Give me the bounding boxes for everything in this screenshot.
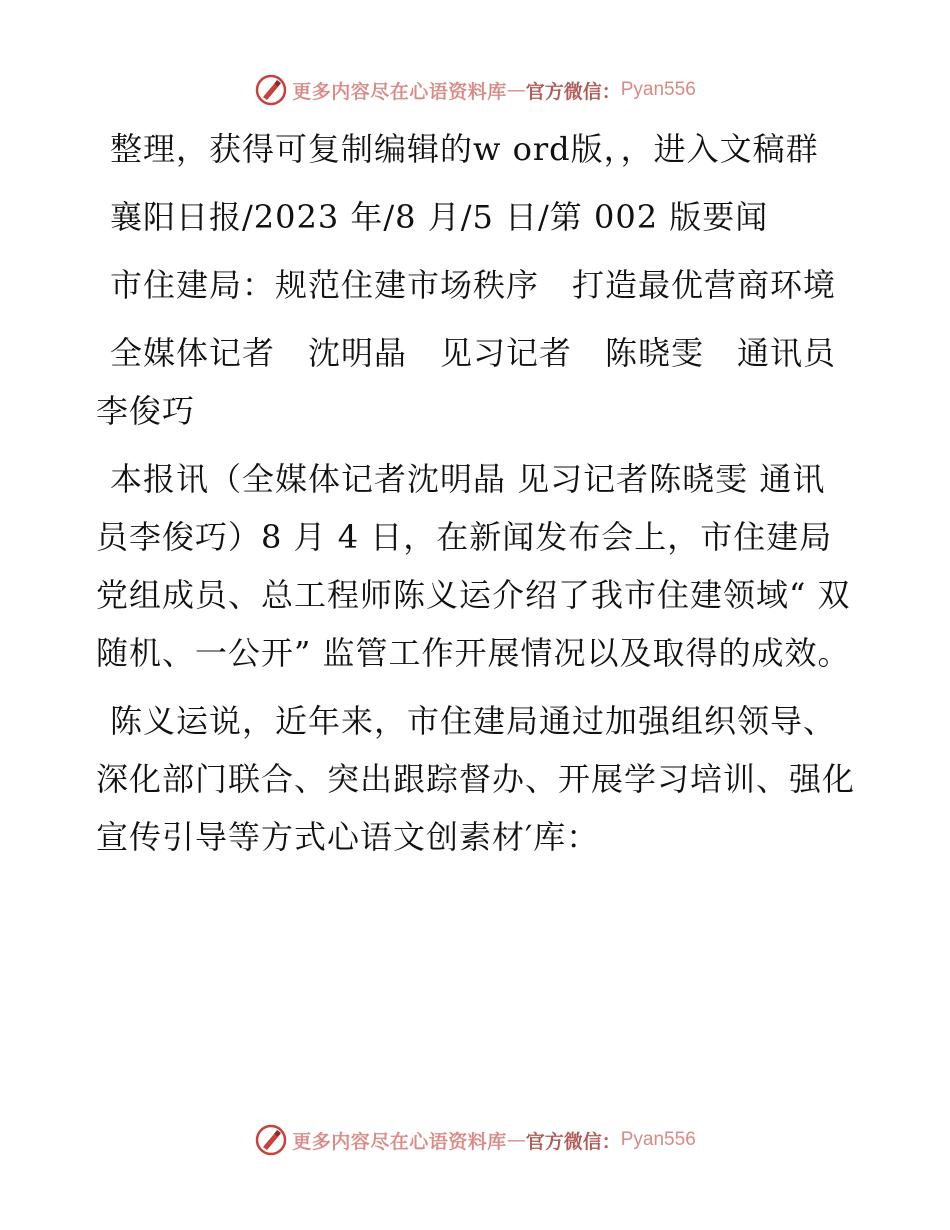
header-dash: — xyxy=(506,79,526,101)
intro-paragraph: 整理，获得可复制编辑的w ord版，，进入文稿群 xyxy=(110,130,819,168)
body-paragraph: 陈义运说，近年来，市住建局通过加强组织领导、深化部门联合、突出跟踪督办、开展学习培训、强化宣传引导等方式心语文创素材′库： xyxy=(96,702,856,856)
header-watermark xyxy=(0,70,950,110)
footer-wechat-id: Pyan556 xyxy=(620,1129,696,1150)
pen-logo-icon xyxy=(254,73,288,107)
footer-dash: — xyxy=(506,1129,526,1151)
byline: 全媒体记者 沈明晶 见习记者 陈晓雯 通讯员 李俊巧 xyxy=(96,334,870,430)
header-banner-text: 更多内容尽在心语资料库 xyxy=(292,80,507,103)
footer-banner-text: 更多内容尽在心语资料库 xyxy=(292,1130,507,1153)
footer-watermark xyxy=(0,1120,950,1160)
header-wechat-id: Pyan556 xyxy=(620,79,696,100)
lead-paragraph: 本报讯（全媒体记者沈明晶 见习记者陈晓雯 通讯员李俊巧）8 月 4 日，在新闻发布会上，市住建局党组成员、总工程师陈义运介绍了我市住建领域“ 双随机、一公开” 监管工作开展情况以及取得的成效。 xyxy=(96,460,851,672)
article-body xyxy=(96,120,870,876)
pen-logo-icon xyxy=(254,1123,288,1157)
footer-official-label: 官方微信： xyxy=(525,1130,621,1153)
header-official-label: 官方微信： xyxy=(525,80,621,103)
article-title: 市住建局：规范住建市场秩序 打造最优营商环境 xyxy=(110,266,837,304)
source-line: 襄阳日报/2023 年/8 月/5 日/第 002 版要闻 xyxy=(110,198,769,236)
